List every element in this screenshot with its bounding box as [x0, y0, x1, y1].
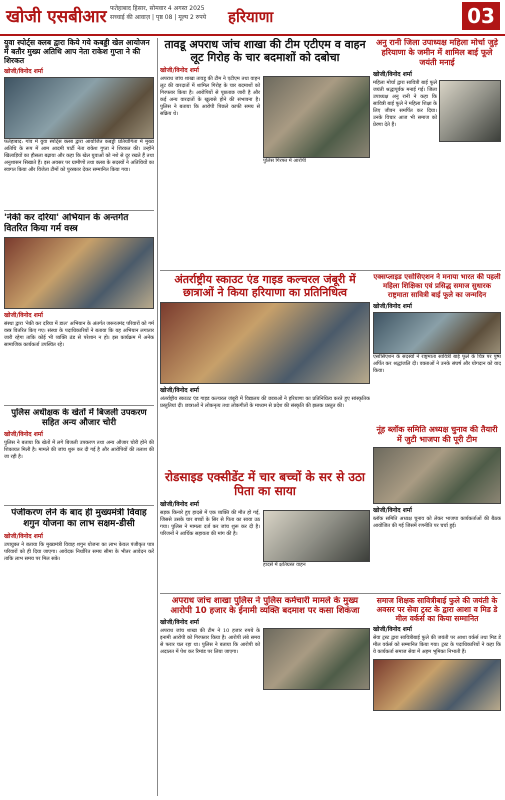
story-headline: रोडसाइड एक्सीडेंट में चार बच्चों के सर से उठा पिता का साया: [164, 470, 366, 498]
story-body: फतेहाबाद: गांव में युवा स्पोर्ट्स क्लब द्वारा आयोजित कबड्डी प्रतियोगिता में मुख्य अतिथि के रूप में आम आदमी पार्टी नेता राकेश गुप्ता ने शिरकत की। उन्होंने खिलाड़ियों का हौसला बढ़ाया और कहा कि खेल युवाओं को नशे से दूर रखते हैं तथा अनुशासन सिखाते हैं। इस अवसर पर ग्रामीणों तथा क्लब के सदस्यों ने अतिथियों का स्वागत किया और विजेता टीमों को पुरस्कार देकर सम्मानित किया गया।: [4, 139, 154, 173]
story-byline: खोजी/विनोद शर्मा: [4, 312, 43, 319]
divider: [160, 593, 501, 594]
story-body: एसोसिएशन के सदस्यों ने राष्ट्रमाता सावित्री बाई फूले के चित्र पर पुष्प अर्पित कर श्रद्धांजलि दी। वक्ताओं ने उनके संघर्ष और योगदान को याद किया।: [373, 354, 501, 374]
story-savitribai-association: [373, 273, 501, 423]
page-header: [0, 0, 505, 36]
story-body: महिला मोर्चा द्वारा सावित्री बाई फूले जयंती श्रद्धापूर्वक मनाई गई। जिला उपाध्यक्ष अनु रानी ने कहा कि सावित्री बाई फूले ने महिला शिक्षा के लिए जीवन समर्पित कर दिया। उनके विचार आज भी समाज को प्रेरणा देते हैं।: [373, 80, 438, 128]
story-seva-trust: [373, 596, 501, 796]
story-body: पुलिस ने बताया कि खेतों में लगे बिजली उपकरण तथा अन्य औजार चोरी होने की शिकायत मिली है। मामले की जांच शुरू कर दी गई है और आरोपियों की तलाश की जा रही है।: [4, 440, 154, 460]
story-photo: [160, 302, 370, 384]
story-body: संस्था द्वारा 'नेकी कर दरिया में डाल' अभियान के अंतर्गत जरूरतमंद परिवारों को गर्म वस्त्र वितरित किए गए। संस्था के पदाधिकारियों ने बताया कि यह अभियान लगातार जारी रहेगा ताकि कोई भी व्यक्ति ठंड से परेशान न हो। इस कार्यक्रम में अनेक सामाजिक कार्यकर्ता उपस्थित रहे।: [4, 321, 154, 348]
story-byline: खोजी/विनोद शर्मा: [160, 67, 199, 74]
column-divider: [157, 38, 158, 796]
story-photo: [373, 659, 501, 711]
photo-caption: हादसे में क्षतिग्रस्त वाहन: [263, 562, 306, 568]
divider: [4, 405, 154, 406]
story-headline: 'नेकी कर दरिया' अभियान के अन्तर्गत वितरित किया गर्म वस्त्र: [4, 213, 129, 234]
story-headline: पंजीकरण लेने के बाद ही मुख्यमंत्री विवाह शगुन योजना का लाभ सक्षम-डीसी: [11, 508, 147, 529]
story-shagun: [4, 508, 154, 796]
story-body: अपराध जांच शाखा तावडू की टीम ने एटीएम तथा वाहन लूट की वारदातों में शामिल गिरोह के चार बदमाशों को गिरफ्तार किया है। आरोपियों से पूछताछ जारी है और कई अन्य वारदातों के खुलासे होने की संभावना है। पुलिस ने बताया कि आरोपी पिछले काफी समय से सक्रिय थे।: [160, 76, 260, 117]
story-body: अपराध जांच शाखा की टीम ने 10 हजार रुपये के इनामी आरोपी को गिरफ्तार किया है। आरोपी लंबे समय से फरार चल रहा था। पुलिस ने बताया कि आरोपी को अदालत में पेश कर रिमांड पर लिया जाएगा।: [160, 628, 260, 655]
story-photo: [4, 77, 154, 139]
story-body: सड़क किनारे हुए हादसे में एक व्यक्ति की मौत हो गई, जिससे उसके चार बच्चों के सिर से पिता का साया उठ गया। पुलिस ने मामला दर्ज कर जांच शुरू कर दी है। परिजनों ने आर्थिक सहायता की मांग की है।: [160, 510, 260, 537]
divider: [160, 270, 501, 271]
story-byline: खोजी/विनोद शर्मा: [160, 619, 199, 626]
story-body: उपायुक्त ने बताया कि मुख्यमंत्री विवाह शगुन योजना का लाभ केवल पंजीकृत पात्र परिवारों को ही दिया जाएगा। आवेदक निर्धारित समय सीमा के भीतर आवेदन करें ताकि लाभ समय पर मिल सके।: [4, 542, 154, 562]
story-photo: [373, 447, 501, 504]
story-headline: समाज शिक्षक सावित्रीबाई फुले की जयंती के अवसर पर सेवा ट्रस्ट के द्वारा आशा व मिड डे मील वर्कर्स का किया सम्मानित: [376, 596, 498, 623]
story-body: ब्लॉक समिति अध्यक्ष चुनाव को लेकर भाजपा कार्यकर्ताओं की बैठक आयोजित की गई जिसमें रणनीति पर चर्चा हुई।: [373, 516, 501, 529]
story-headline: एक्सप्लाइड एसोसिएशन ने मनाया भारत की पहली महिला शिक्षिका एवं प्रसिद्ध समाज सुधारक राष्ट्रमाता सावित्री बाई फूले का जन्मदिन: [373, 273, 501, 299]
story-byline: खोजी/विनोद शर्मा: [4, 68, 43, 75]
story-accident: [160, 470, 370, 590]
story-headline: पुलिस अधीक्षक के खेतों में बिजली उपकरण सहित अन्य औजार चोरी: [11, 408, 147, 428]
story-headline: युवा स्पोर्ट्स क्लब द्वारा किये गये कबड्डी खेल आयोजन में बतौर मुख्य अतिथि आप नेता राकेश गुप्ता ने की शिरकत: [4, 38, 150, 65]
story-byline: खोजी/विनोद शर्मा: [373, 71, 412, 78]
divider: [4, 210, 154, 211]
story-headline: अपराध जांच शाखा पुलिस ने पुलिस कर्मचारी मामले के मुख्य आरोपी 10 हजार के ईनामी व्यक्ति बदमाश पर कसा शिकंजा: [170, 596, 360, 616]
story-theft: [4, 408, 154, 503]
story-byline: खोजी/विनोद शर्मा: [4, 431, 43, 438]
header-meta: [110, 4, 206, 22]
story-byline: खोजी/विनोद शर्मा: [373, 626, 412, 633]
story-warm-clothes: [4, 213, 154, 403]
story-photo: [263, 76, 370, 158]
story-photo: [263, 510, 370, 562]
story-photo: [263, 628, 370, 690]
story-kabaddi: [4, 38, 154, 208]
story-photo: [4, 237, 154, 309]
story-byline: खोजी/विनोद शर्मा: [4, 533, 43, 540]
story-body: अंतर्राष्ट्रीय स्काउट एंड गाइड कल्चरल जंबूरी में विद्यालय की छात्राओं ने हरियाणा का प्रतिनिधित्व करते हुए सांस्कृतिक प्रस्तुतियां दीं। छात्राओं ने लोकनृत्य तथा लोकगीतों के माध्यम से प्रदेश की संस्कृति की झलक प्रस्तुत की।: [160, 396, 370, 409]
section-title: हरियाणा: [228, 8, 274, 26]
story-anu-rani: [373, 38, 501, 268]
story-byline: खोजी/विनोद शर्मा: [373, 507, 412, 514]
header-tagline: सच्चाई की आवाज़ | पृष्ठ 08 | मूल्य 2 रुपये: [110, 14, 207, 21]
story-headline: नूंह ब्लॉक समिति अध्यक्ष चुनाव की तैयारी में जुटी भाजपा की पूरी टीम: [376, 425, 498, 444]
story-byline: खोजी/विनोद शर्मा: [160, 387, 199, 394]
masthead: खोजी एसबीआर: [6, 7, 107, 27]
page-number: 03: [462, 2, 500, 30]
header-date: फतेहाबाद हिसार, सोमवार 4 अगस्त 2025: [110, 5, 205, 12]
divider: [4, 505, 154, 506]
story-reward-accused: [160, 596, 370, 796]
story-photo: [373, 312, 501, 354]
story-headline: अंतर्राष्ट्रीय स्काउट एंड गाइड कल्चरल जंबूरी में छात्राओं ने किया हरियाणा का प्रतिनिधित्व: [174, 273, 356, 299]
story-nuh-block: [373, 425, 501, 555]
story-byline: खोजी/विनोद शर्मा: [373, 303, 412, 310]
story-atm-gang: [160, 38, 370, 268]
story-headline: अनु रानी जिला उपाध्यक्ष महिला मोर्चा जुड़े हरियाणा के जमीन में शामिल बाई फूले जयंती मनाई: [376, 38, 498, 67]
story-body: सेवा ट्रस्ट द्वारा सावित्रीबाई फुले की जयंती पर आशा वर्कर्स तथा मिड डे मील वर्कर्स को सम्मानित किया गया। ट्रस्ट के पदाधिकारियों ने कहा कि ये कार्यकर्ता समाज सेवा में अहम भूमिका निभाती हैं।: [373, 635, 501, 655]
photo-caption: पुलिस गिरफ्त में आरोपी: [263, 158, 306, 164]
story-headline: तावडू अपराध जांच शाखा की टीम एटीएम व वाहन लूट गिरोह के चार बदमाशों को दबोचा: [164, 38, 366, 64]
story-byline: खोजी/विनोद शर्मा: [160, 501, 199, 508]
story-photo: [439, 80, 501, 142]
